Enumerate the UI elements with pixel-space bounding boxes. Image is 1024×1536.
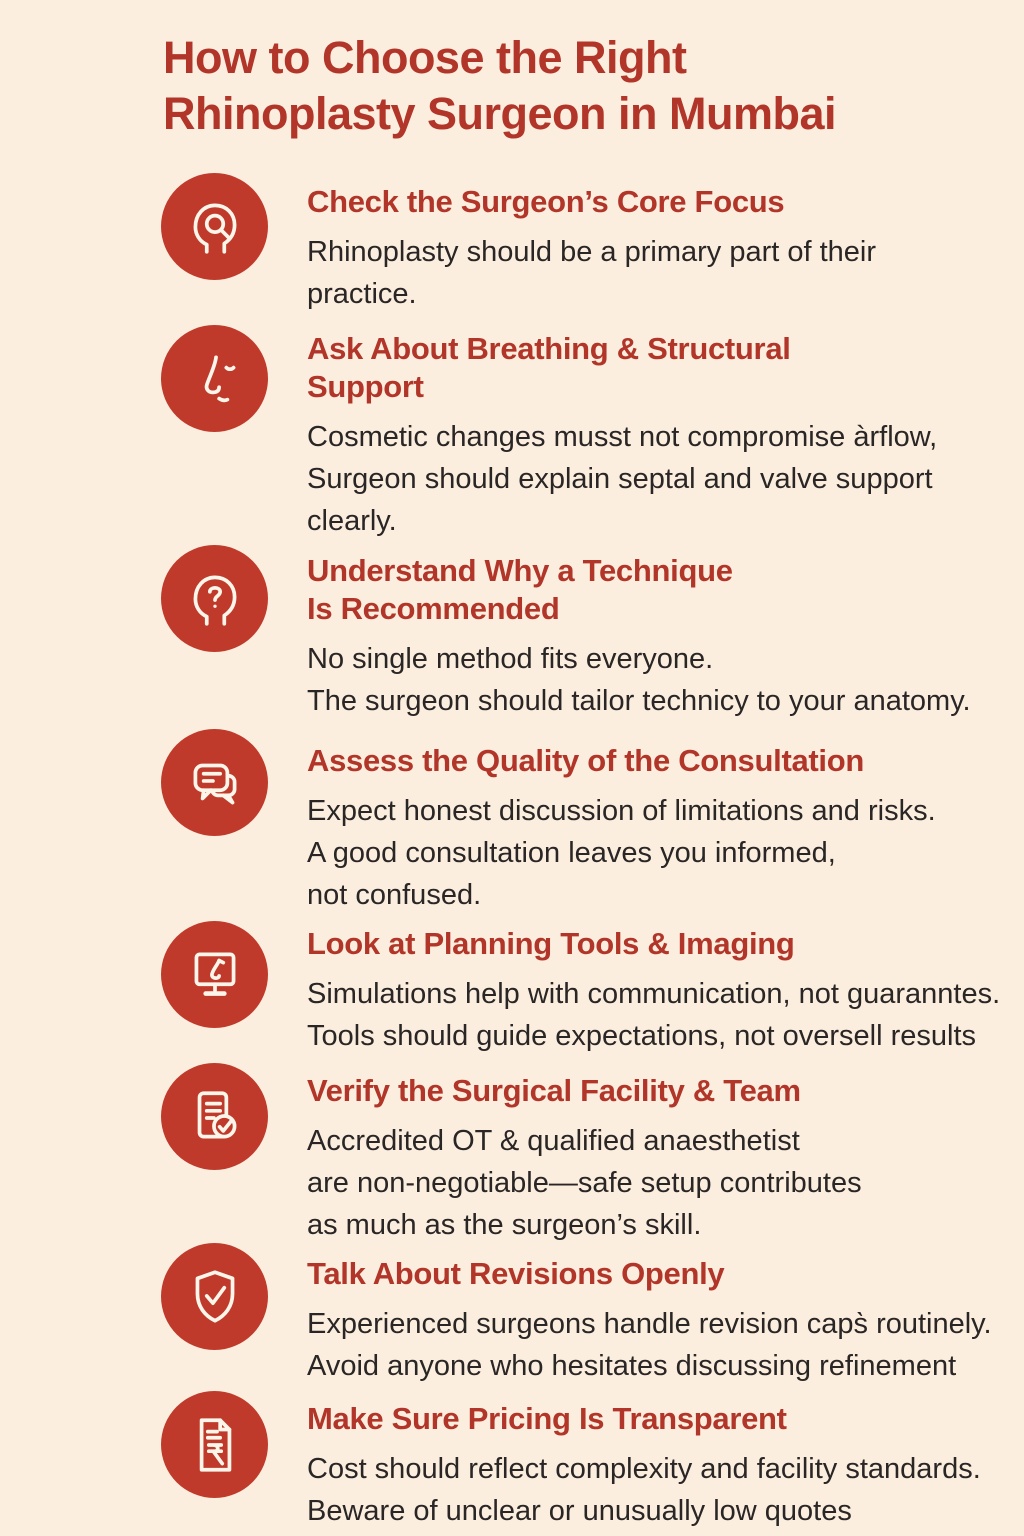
head-magnifier-icon: [161, 173, 268, 280]
section-heading: Understand Why a Technique Is Recommended: [307, 553, 733, 626]
section-text: [307, 1400, 981, 1532]
section-consultation: [161, 729, 936, 916]
section-body: Simulations help with communication, not guaranntes. Tools should guide expectations, not oversell results: [307, 978, 1001, 1052]
section-revisions: [161, 1243, 992, 1387]
section-body: Rhinoplasty should be a primary part of their practice.: [307, 236, 877, 310]
page-title-line: Rhinoplasty Surgeon in Mumbai: [163, 88, 837, 139]
section-text: [307, 552, 971, 722]
section-text: [307, 330, 937, 542]
section-body: Cost should reflect complexity and facility standards. Beware of unclear or unusually low quotes: [307, 1453, 981, 1527]
head-question-icon: [161, 545, 268, 652]
section-heading: Make Sure Pricing Is Transparent: [307, 1401, 787, 1436]
section-text: [307, 1255, 992, 1387]
section-text: [307, 742, 936, 916]
section-heading: Verify the Surgical Facility & Team: [307, 1073, 801, 1108]
document-rupee-icon: [161, 1391, 268, 1498]
section-heading: Ask About Breathing & Structural Support: [307, 331, 791, 404]
page-title: [163, 30, 836, 142]
section-core-focus: [161, 173, 876, 315]
page-title-line: How to Choose the Right: [163, 32, 687, 83]
section-body: Expect honest discussion of limitations and risks. A good consultation leaves you informed, not confused.: [307, 795, 936, 911]
section-pricing: [161, 1391, 981, 1532]
section-body: Experienced surgeons handle revision caps̀ routinely. Avoid anyone who hesitates discussing refinement: [307, 1308, 992, 1382]
section-heading: Assess the Quality of the Consultation: [307, 743, 865, 778]
chat-bubbles-icon: [161, 729, 268, 836]
section-body: Accredited OT & qualified anaesthetist are non-negotiable—safe setup contributes as much as the surgeon’s skill.: [307, 1125, 862, 1241]
section-heading: Check the Surgeon’s Core Focus: [307, 184, 785, 219]
section-planning-tools: [161, 921, 1000, 1057]
monitor-imaging-icon: [161, 921, 268, 1028]
section-breathing-support: [161, 325, 937, 542]
section-body: No single method fits everyone. The surgeon should tailor technicy to your anatomy.: [307, 643, 971, 717]
section-body: Cosmetic changes musst not compromise àrflow, Surgeon should explain septal and valve support clearly.: [307, 421, 938, 537]
section-text: [307, 183, 876, 315]
nose-profile-icon: [161, 325, 268, 432]
shield-check-icon: [161, 1243, 268, 1350]
document-check-icon: [161, 1063, 268, 1170]
section-heading: Look at Planning Tools & Imaging: [307, 926, 795, 961]
section-technique: [161, 545, 971, 722]
section-facility-team: [161, 1063, 862, 1246]
section-text: [307, 925, 1000, 1057]
section-text: [307, 1072, 862, 1246]
section-heading: Talk About Revisions Openly: [307, 1256, 725, 1291]
